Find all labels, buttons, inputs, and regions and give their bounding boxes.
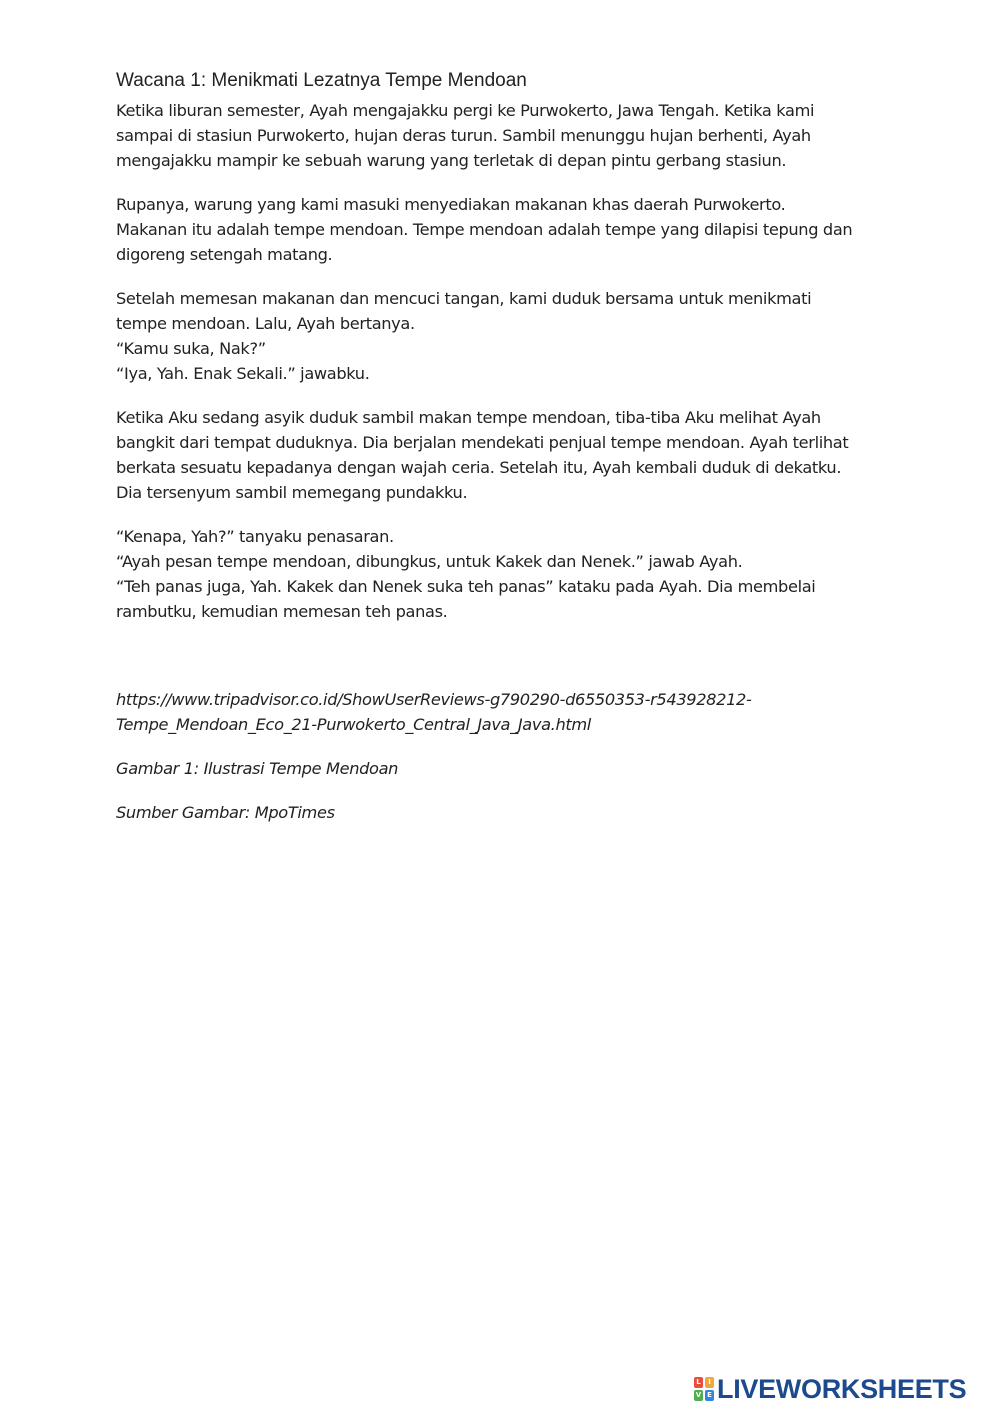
paragraph-line: bangkit dari tempat duduknya. Dia berjalan mendekati penjual tempe mendoan. Ayah terlihat — [116, 433, 849, 452]
paragraph-line: Dia tersenyum sambil memegang pundakku. — [116, 483, 468, 502]
logo-tile: L — [694, 1377, 703, 1388]
logo-tile: I — [705, 1377, 714, 1388]
liveworksheets-logo-icon — [694, 1377, 714, 1401]
paragraph-line: Ketika liburan semester, Ayah mengajakku pergi ke Purwokerto, Jawa Tengah. Ketika kami — [116, 101, 815, 120]
liveworksheets-wordmark: LIVEWORKSHEETS — [717, 1373, 967, 1404]
liveworksheets-logo — [694, 1374, 966, 1404]
source-url-line: https://www.tripadvisor.co.id/ShowUserReviews-g790290-d6550353-r543928212- — [116, 690, 752, 709]
paragraph-3 — [116, 286, 906, 386]
image-source: Sumber Gambar: MpoTimes — [116, 803, 335, 822]
paragraph-line: berkata sesuatu kepadanya dengan wajah ceria. Setelah itu, Ayah kembali duduk di dekatku. — [116, 458, 842, 477]
paragraph-line: sampai di stasiun Purwokerto, hujan deras turun. Sambil menunggu hujan berhenti, Ayah — [116, 126, 811, 145]
paragraph-line: Makanan itu adalah tempe mendoan. Tempe mendoan adalah tempe yang dilapisi tepung dan — [116, 220, 853, 239]
reading-title: Wacana 1: Menikmati Lezatnya Tempe Mendoan — [116, 70, 527, 91]
paragraph-line: tempe mendoan. Lalu, Ayah bertanya. — [116, 314, 415, 333]
dialogue-line: “Teh panas juga, Yah. Kakek dan Nenek suka teh panas” kataku pada Ayah. Dia membelai — [116, 577, 816, 596]
paragraph-5 — [116, 524, 906, 624]
image-caption: Gambar 1: Ilustrasi Tempe Mendoan — [116, 759, 399, 778]
paragraph-2 — [116, 192, 906, 267]
paragraph-line: digoreng setengah matang. — [116, 245, 333, 264]
dialogue-line: “Ayah pesan tempe mendoan, dibungkus, untuk Kakek dan Nenek.” jawab Ayah. — [116, 552, 743, 571]
paragraph-line: Rupanya, warung yang kami masuki menyediakan makanan khas daerah Purwokerto. — [116, 195, 786, 214]
paragraph-line: Setelah memesan makanan dan mencuci tangan, kami duduk bersama untuk menikmati — [116, 289, 812, 308]
logo-tile: E — [705, 1390, 714, 1401]
paragraph-line: Ketika Aku sedang asyik duduk sambil makan tempe mendoan, tiba-tiba Aku melihat Ayah — [116, 408, 821, 427]
paragraph-line: mengajakku mampir ke sebuah warung yang terletak di depan pintu gerbang stasiun. — [116, 151, 787, 170]
dialogue-line: “Iya, Yah. Enak Sekali.” jawabku. — [116, 364, 370, 383]
paragraph-1 — [116, 98, 906, 173]
paragraph-line: rambutku, kemudian memesan teh panas. — [116, 602, 448, 621]
source-url-line: Tempe_Mendoan_Eco_21-Purwokerto_Central_Java_Java.html — [116, 715, 591, 734]
logo-tile: V — [695, 1391, 702, 1399]
dialogue-line: “Kamu suka, Nak?” — [116, 339, 266, 358]
worksheet-page — [116, 66, 906, 844]
paragraph-4 — [116, 405, 906, 505]
dialogue-line: “Kenapa, Yah?” tanyaku penasaran. — [116, 527, 394, 546]
spacer — [116, 643, 906, 687]
source-url — [116, 687, 906, 737]
